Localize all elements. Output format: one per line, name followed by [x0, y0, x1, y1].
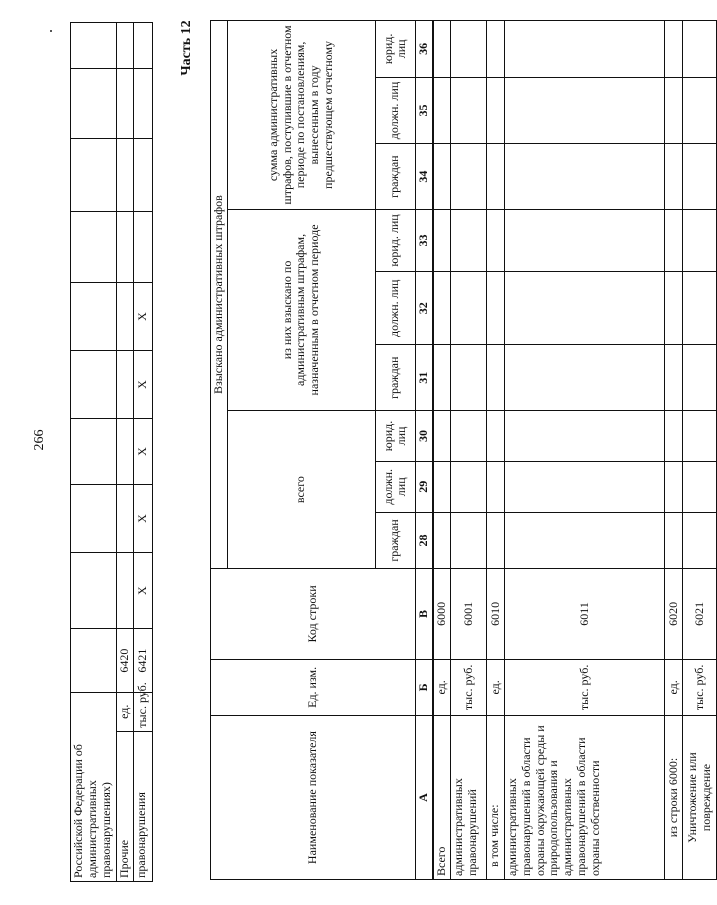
top-row-2-cell [117, 351, 134, 418]
row-name: Всего [433, 716, 450, 880]
main-table [210, 20, 717, 880]
col-letter: 31 [415, 345, 433, 411]
top-row-3-unit: тыс. руб. [134, 692, 153, 731]
data-row-6021 [683, 21, 717, 880]
prev-officials-header: должн. лиц [375, 77, 415, 144]
ofthem-citizens-header: граждан [375, 345, 415, 411]
top-row-3-name: правонарушения [134, 731, 153, 881]
row-unit: ед. [665, 659, 683, 716]
top-row-1-cell [71, 69, 117, 139]
top-row-1-cell [71, 485, 117, 552]
top-row-2-unit: ед. [117, 692, 134, 731]
data-row-6020 [665, 21, 683, 880]
col-letter: В [415, 569, 433, 659]
top-row-2-name: Прочие [117, 731, 134, 881]
top-row-2-cell [117, 138, 134, 212]
prev-legal-header: юрид. лиц [375, 21, 415, 78]
col-indicator-header: Наименование показателя [211, 716, 416, 880]
top-row-3-cell: X [134, 552, 153, 629]
col-code-header: Код строки [211, 569, 416, 659]
header-row-1 [211, 21, 228, 880]
col-letter: Б [415, 659, 433, 716]
top-row-3-cell: X [134, 282, 153, 351]
top-row-2-cell [117, 212, 134, 283]
row-code: 6011 [505, 569, 665, 659]
top-row-1-name: Российской Федерации об административных правонарушениях) [71, 692, 117, 881]
col-letter: 34 [415, 144, 433, 210]
top-row-1-cell [71, 418, 117, 484]
top-row-3-cell [134, 69, 153, 139]
ofthem-officials-header: должн. лиц [375, 272, 415, 345]
row-code: 6020 [665, 569, 683, 659]
part-label: Часть 12 [179, 20, 194, 76]
top-row-2-code: 6420 [117, 629, 134, 692]
top-row-1-cell [71, 138, 117, 212]
top-row-2-cell [117, 69, 134, 139]
top-row-1-cell [71, 282, 117, 351]
col-letter: 30 [415, 411, 433, 462]
col-letter: 32 [415, 272, 433, 345]
top-row-3 [134, 23, 153, 882]
sum-prev-header: сумма административных штрафов, поступившие в отчетном периоде по постановлениям, вынесенным в году предшествующем отчетному [227, 21, 375, 210]
top-row-3-cell: X [134, 485, 153, 552]
row-unit: ед. [487, 659, 505, 716]
row-code: 6010 [487, 569, 505, 659]
top-row-2 [117, 23, 134, 882]
total-citizens-header: граждан [375, 512, 415, 569]
row-name: административных правонарушений [451, 716, 487, 880]
row-unit: ед. [433, 659, 450, 716]
data-row-6001 [451, 21, 487, 880]
top-row-1-cell [71, 351, 117, 418]
row-code: 6001 [451, 569, 487, 659]
top-table-region [70, 22, 152, 882]
col-letter: 29 [415, 461, 433, 512]
top-row-2-cell [117, 552, 134, 629]
col-letter: А [415, 716, 433, 880]
col-letter: 35 [415, 77, 433, 144]
ofthem-legal-header: юрид. лиц [375, 209, 415, 271]
page-number: 266 [32, 429, 47, 451]
row-code: 6021 [683, 569, 717, 659]
row-name: в том числе: [487, 716, 505, 880]
prev-citizens-header: граждан [375, 144, 415, 210]
top-row-3-cell [134, 212, 153, 283]
top-row-3-cell: X [134, 418, 153, 484]
top-row-3-code: 6421 [134, 629, 153, 692]
top-row-2-cell [117, 23, 134, 69]
top-row-1 [71, 23, 117, 882]
row-name: административных правонарушений в области охраны окружающей среды и природопользования и административных правонарушений в области охраны собственности [505, 716, 665, 880]
scan-speck [50, 30, 52, 32]
row-unit: тыс. руб. [505, 659, 665, 716]
top-table [70, 22, 153, 882]
top-row-3-cell: X [134, 351, 153, 418]
top-row-1-cell [71, 212, 117, 283]
col-letter: 28 [415, 512, 433, 569]
col-letter: 36 [415, 21, 433, 78]
row-code: 6000 [433, 569, 450, 659]
row-name: из строки 6000: [665, 716, 683, 880]
main-table-region [210, 20, 713, 880]
col-unit-header: Ед. изм. [211, 659, 416, 716]
of-them-header: из них взыскано по административным штрафам, назначенным в отчетном периоде [227, 209, 375, 410]
top-row-1-cell [71, 23, 117, 69]
top-row-2-cell [117, 282, 134, 351]
column-letter-row [415, 21, 433, 880]
col-letter: 33 [415, 209, 433, 271]
top-row-1-cell [71, 552, 117, 629]
top-row-2-cell [117, 485, 134, 552]
row-name: Уничтожение или повреждение [683, 716, 717, 880]
total-officials-header: должн. лиц [375, 461, 415, 512]
data-row-6011 [505, 21, 665, 880]
collected-fines-header: Взыскано административных штрафов [211, 21, 228, 569]
row-unit: тыс. руб. [683, 659, 717, 716]
total-header: всего [227, 411, 375, 569]
top-row-3-cell [134, 23, 153, 69]
top-row-3-cell [134, 138, 153, 212]
total-legal-header: юрид. лиц [375, 411, 415, 462]
top-row-2-cell [117, 418, 134, 484]
data-row-6000 [433, 21, 450, 880]
row-unit: тыс. руб. [451, 659, 487, 716]
data-row-6010 [487, 21, 505, 880]
